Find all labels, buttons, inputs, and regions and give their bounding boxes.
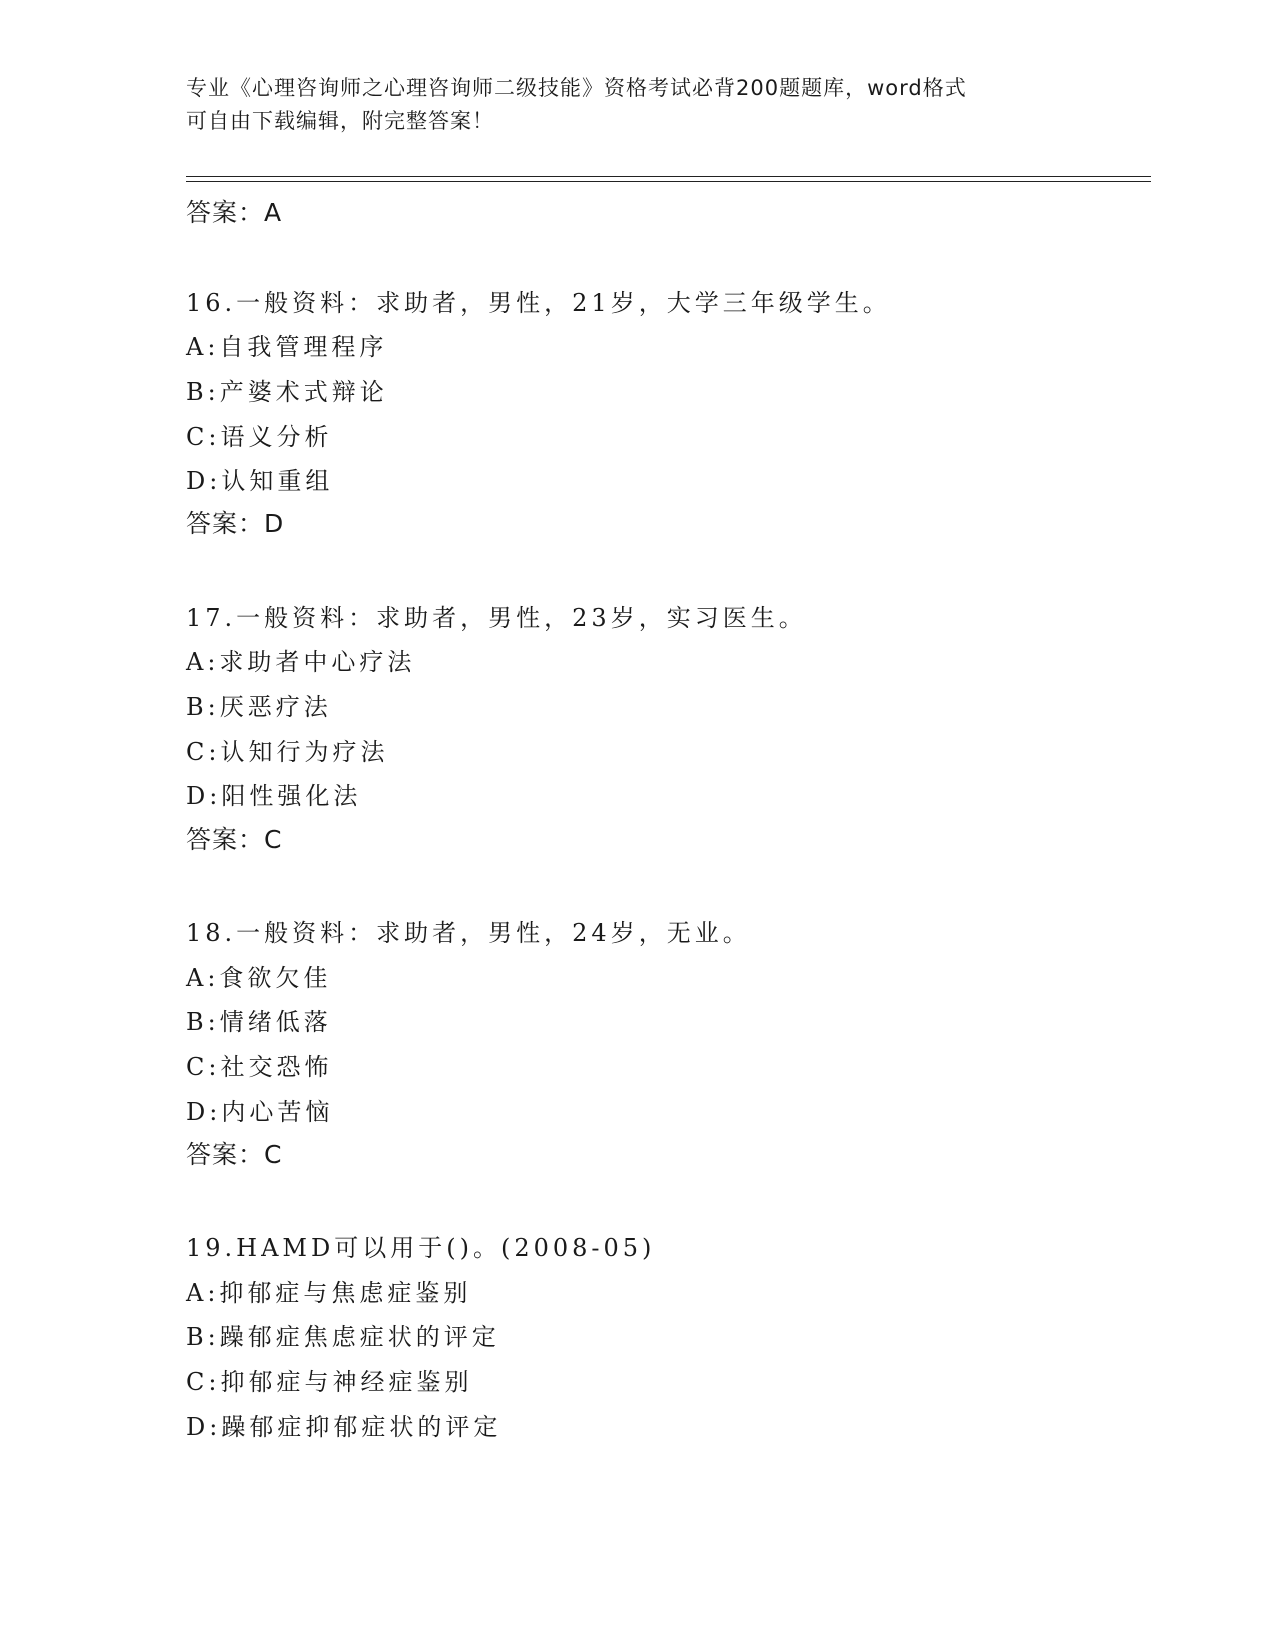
header-line-1: 专业《心理咨询师之心理咨询师二级技能》资格考试必背200题题库，word格式: [186, 76, 967, 100]
question-stem: 18.一般资料：求助者，男性，24岁，无业。: [186, 919, 751, 947]
option-d: D:躁郁症抑郁症状的评定: [186, 1413, 502, 1441]
header-rule-bottom: [186, 181, 1151, 182]
header-line-2: 可自由下载编辑，附完整答案！: [186, 109, 494, 133]
option-d: D:内心苦恼: [186, 1098, 334, 1126]
answer: 答案：C: [186, 825, 283, 854]
option-b: B:情绪低落: [186, 1008, 332, 1036]
option-b: B:躁郁症焦虑症状的评定: [186, 1323, 500, 1351]
answer: 答案：D: [186, 509, 285, 538]
option-d: D:阳性强化法: [186, 782, 362, 810]
option-a: A:食欲欠佳: [186, 964, 332, 992]
option-a: A:自我管理程序: [186, 333, 388, 361]
header-rule-top: [186, 176, 1151, 177]
question-stem: 16.一般资料：求助者，男性，21岁，大学三年级学生。: [186, 289, 891, 317]
option-c: C:认知行为疗法: [186, 738, 389, 766]
question-stem: 19.HAMD可以用于()。(2008-05): [186, 1234, 656, 1262]
option-a: A:求助者中心疗法: [186, 648, 416, 676]
document-header: [186, 72, 1086, 138]
question-stem: 17.一般资料：求助者，男性，23岁，实习医生。: [186, 604, 807, 632]
answer: 答案：C: [186, 1140, 283, 1169]
option-a: A:抑郁症与焦虑症鉴别: [186, 1279, 472, 1307]
option-d: D:认知重组: [186, 467, 334, 495]
option-b: B:厌恶疗法: [186, 693, 332, 721]
option-c: C:社交恐怖: [186, 1053, 333, 1081]
option-b: B:产婆术式辩论: [186, 378, 388, 406]
option-c: C:语义分析: [186, 423, 333, 451]
previous-answer: 答案：A: [186, 198, 283, 227]
option-c: C:抑郁症与神经症鉴别: [186, 1368, 473, 1396]
